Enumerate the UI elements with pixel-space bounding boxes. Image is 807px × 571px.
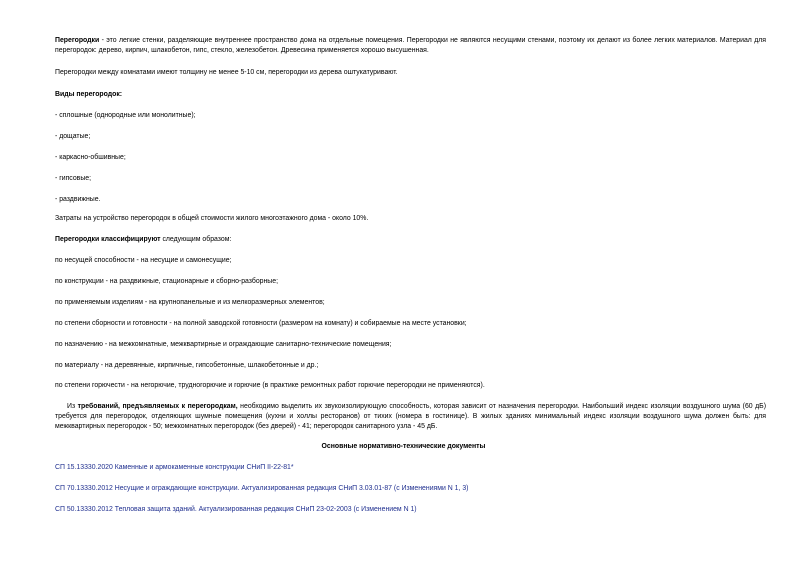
types-heading — [55, 90, 766, 100]
classify-item: по конструкции - на раздвижные, стационарные и сборно-разборные; — [55, 278, 278, 285]
types-item: - гипсовые; — [55, 175, 92, 182]
intro-term: Перегородки — [55, 37, 100, 44]
requirements-lead: Из — [67, 403, 78, 410]
thickness-paragraph: Перегородки между комнатами имеют толщину не менее 5-10 см, перегородки из дерева оштукатуривают. — [55, 69, 398, 76]
intro-text: - это легкие стенки, разделяющие внутреннее пространство дома на отдельные помещения. Перегородки не являются несущими стенами, поэтому их делают из более легких материалов. Материал для перегородок: дерево, кирпич, шлакобетон, гипс, стекло, железобетон. Древесина применяется хорошо высушенная. — [55, 37, 766, 54]
doc-link-sp50[interactable]: СП 50.13330.2012 Тепловая защита зданий. Актуализированная редакция СНиП 23-02-2003 (с Изменением N 1) — [55, 506, 417, 513]
types-item: - сплошные (однородные или монолитные); — [55, 112, 196, 119]
docs-heading: Основные нормативно-технические документы — [321, 443, 486, 450]
requirements-text: необходимо выделить их звукоизолирующую способность, которая зависит от назначения перегородки. Наибольший индекс изоляции воздушного шума (60 дБ) требуется для перегородок, отделяющих шумные помещения (кухни и холлы ресторанов) от тихих (номера в гостинице). В жилых зданиях минимальный индекс изоляции воздушного шума должен быть: для межквартирных перегородок - 50; межкомнатных перегородок (без дверей) - 41; перегородок санитарного узла - 45 дБ. — [55, 403, 766, 430]
classify-item: по несущей способности - на несущие и самонесущие; — [55, 257, 232, 264]
classify-item: по степени сборности и готовности - на полной заводской готовности (размером на комнату) и собираемые на месте установки; — [55, 320, 467, 327]
classify-item: по степени горючести - на негорючие, трудногорючие и горючие (в практике ремонтных работ горючие перегородки не применяются). — [55, 382, 485, 389]
classify-item: по материалу - на деревянные, кирпичные, гипсобетонные, шлакобетонные и др.; — [55, 362, 319, 369]
cost-paragraph: Затраты на устройство перегородок в общей стоимости жилого многоэтажного дома - около 10%. — [55, 215, 369, 222]
classify-heading — [55, 235, 766, 245]
classify-rest: следующим образом: — [160, 236, 232, 243]
doc-link-sp70[interactable]: СП 70.13330.2012 Несущие и ограждающие конструкции. Актуализированная редакция СНиП 3.03.01-87 (с Изменениями N 1, 3) — [55, 485, 469, 492]
requirements-bold: требований, предъявляемых к перегородкам, — [77, 403, 238, 410]
intro-paragraph — [55, 36, 766, 56]
doc-link-sp15[interactable]: СП 15.13330.2020 Каменные и армокаменные конструкции СНиП II-22-81* — [55, 464, 294, 471]
types-item: - раздвижные. — [55, 196, 101, 203]
classify-item: по применяемым изделиям - на крупнопанельные и из мелкоразмерных элементов; — [55, 299, 325, 306]
requirements-paragraph — [55, 402, 766, 432]
types-item: - каркасно-обшивные; — [55, 154, 126, 161]
types-item: - дощатые; — [55, 133, 91, 140]
types-heading-text: Виды перегородок: — [55, 91, 123, 98]
classify-item: по назначению - на межкомнатные, межквартирные и ограждающие санитарно-технические помещения; — [55, 341, 392, 348]
classify-bold: Перегородки классифицируют — [55, 236, 161, 243]
